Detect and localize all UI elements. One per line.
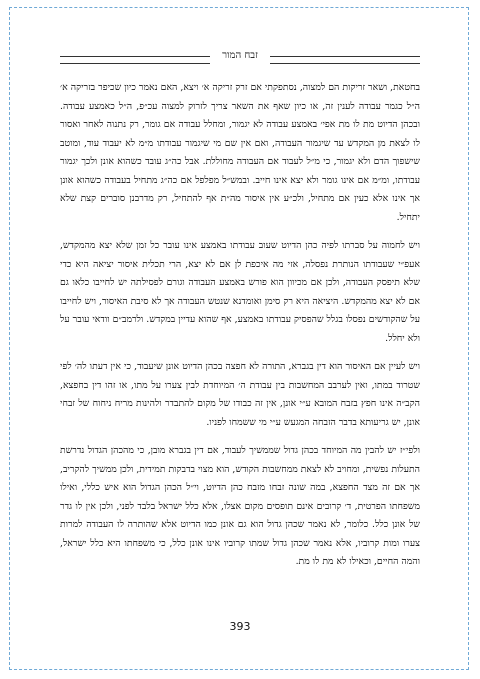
header-rule-right — [270, 56, 420, 64]
header-title: זבח המור — [222, 50, 258, 61]
paragraph: ולפי״ז יש להבין מה המיוחד בכהן גדול שממשיך לעבוד, אם דין בגברא מובן, כי מהכהן הגדול נדרשת התעלות נפשית, ומחויב לא לצאת ממחשבות הקודש, הוא מצוי בדבקות תמידית, ולכן ממשיך להקריב, אך אם זה מצד החפצא, במה שונה זבחו מזבח כהן הדיוט, וי״ל הכהן הגדול הוא איש כללי, ואילו משפחתו הפרטית, ד׳ קרובים אינם תופסים מקום אצלו, אלא כלל ישראל בלבד לפני, ולכן אין לו גדר של אונן כלל. כלומר, לא נאמר שכהן גדול הוא גם אונן כמו הדיוט אלא שהותרה לו העבודה למרות צערו ומות קרוביו, אלא נאמר שכהן גדול שמתו קרוביו אינו אונן כלל, כי משפחתו היא כלל ישראל, והמה החיים, וכאילו לא מת לו מת. — [60, 445, 420, 567]
paragraph: ויש לחמוה על סברתו לפיה כהן הדיוט שעוב עבודתו באמצע אינו עובר כל זמן שלא יצא מהמקדש, אעפ״י שעבודתו הנותרת נפסלה, אזי מה איכפת לן אם לא יצא, הרי תכלית איסור יציאה היא כדי שלא תיפסק העבודה, ולכן אם מכיוון הוא פורש באמצע העבודה וגורם לפסילתה יש לחייבו כלאו גם אם לא יצא מהמקדש. היציאה היא רק סימן ואומדנא שנטש העבודה אך לא סיבת האיסור, ויש לחייבו על שהקודשים נפסלו בגלל שהפסיק עבודתו באמצע, אף שהוא עדיין במקדש. ולרמב״ם וודאי עובר על ולא יחלל. — [60, 240, 420, 344]
page-number: 393 — [229, 620, 251, 633]
page-body — [60, 79, 420, 582]
paragraph: ויש לעיין אם האיסור הוא דין בגברא, התורה לא חפצה בכהן הדיוט אונן שיעבוד, כי אין דעתו לה׳ לפי שטרוד במתו, ואין לערבב המחשבות בין עבודת ה׳ המיוחדת לבין צערו על מתו, או זהו דין בחפצא, הקב״ה אינו חפץ בזבח המובא ע״י אונן, אין זה כבודו של מקום להתבדר ולהינות מריח ניחוח של זבחי אונן, יש גריעותא בדבר הזבחה המגעש ע״י מי ששמחו לפניו. — [60, 361, 420, 428]
running-header — [60, 50, 420, 72]
header-rule-left — [60, 56, 210, 64]
paragraph: בחטאת, ושאר זריקות הם למצוה, נסתפקתי אם זרק זריקה א׳ ויצא, האם נאמר כיון שכיפר בזריקה א׳ ה״ל כגמר עבודה לענין זה, או כיון שאף את השאר צריך לזרוק למצוה עכ״פ, ה״ל כאמצע עבודה. ובכהן הדיוט מת לו מת אפי׳ באמצע עבודה לא יגמור, ומחלל עבודה אם גומר, רק נתנוה לאחר ואסור לו לצאת מן המקדש עד שיגמור העבודה, ואם אין שם מי שיגמור עבודתו מ״מ לא יעבוד עוד, ומוטב שישפוך הדם ולא יגמור, כי מ״ל לעבוד אם העבודה מחוללת. אבל כה״ג עובד כשהוא אונן ולכך יגמור עבודתו, ומ״מ אם אינו גומר ולא יצא אינו חייב. ובמש״ל מפלפל אם כה״ג מתחיל בעבודה כשהוא אונן אך אינו אלא כעין אם מתחיל, ולכ״ע אין איסור מה״ת אף להתחיל, רק מדרבנן סוברים קצת שלא יתחיל. — [60, 82, 420, 223]
